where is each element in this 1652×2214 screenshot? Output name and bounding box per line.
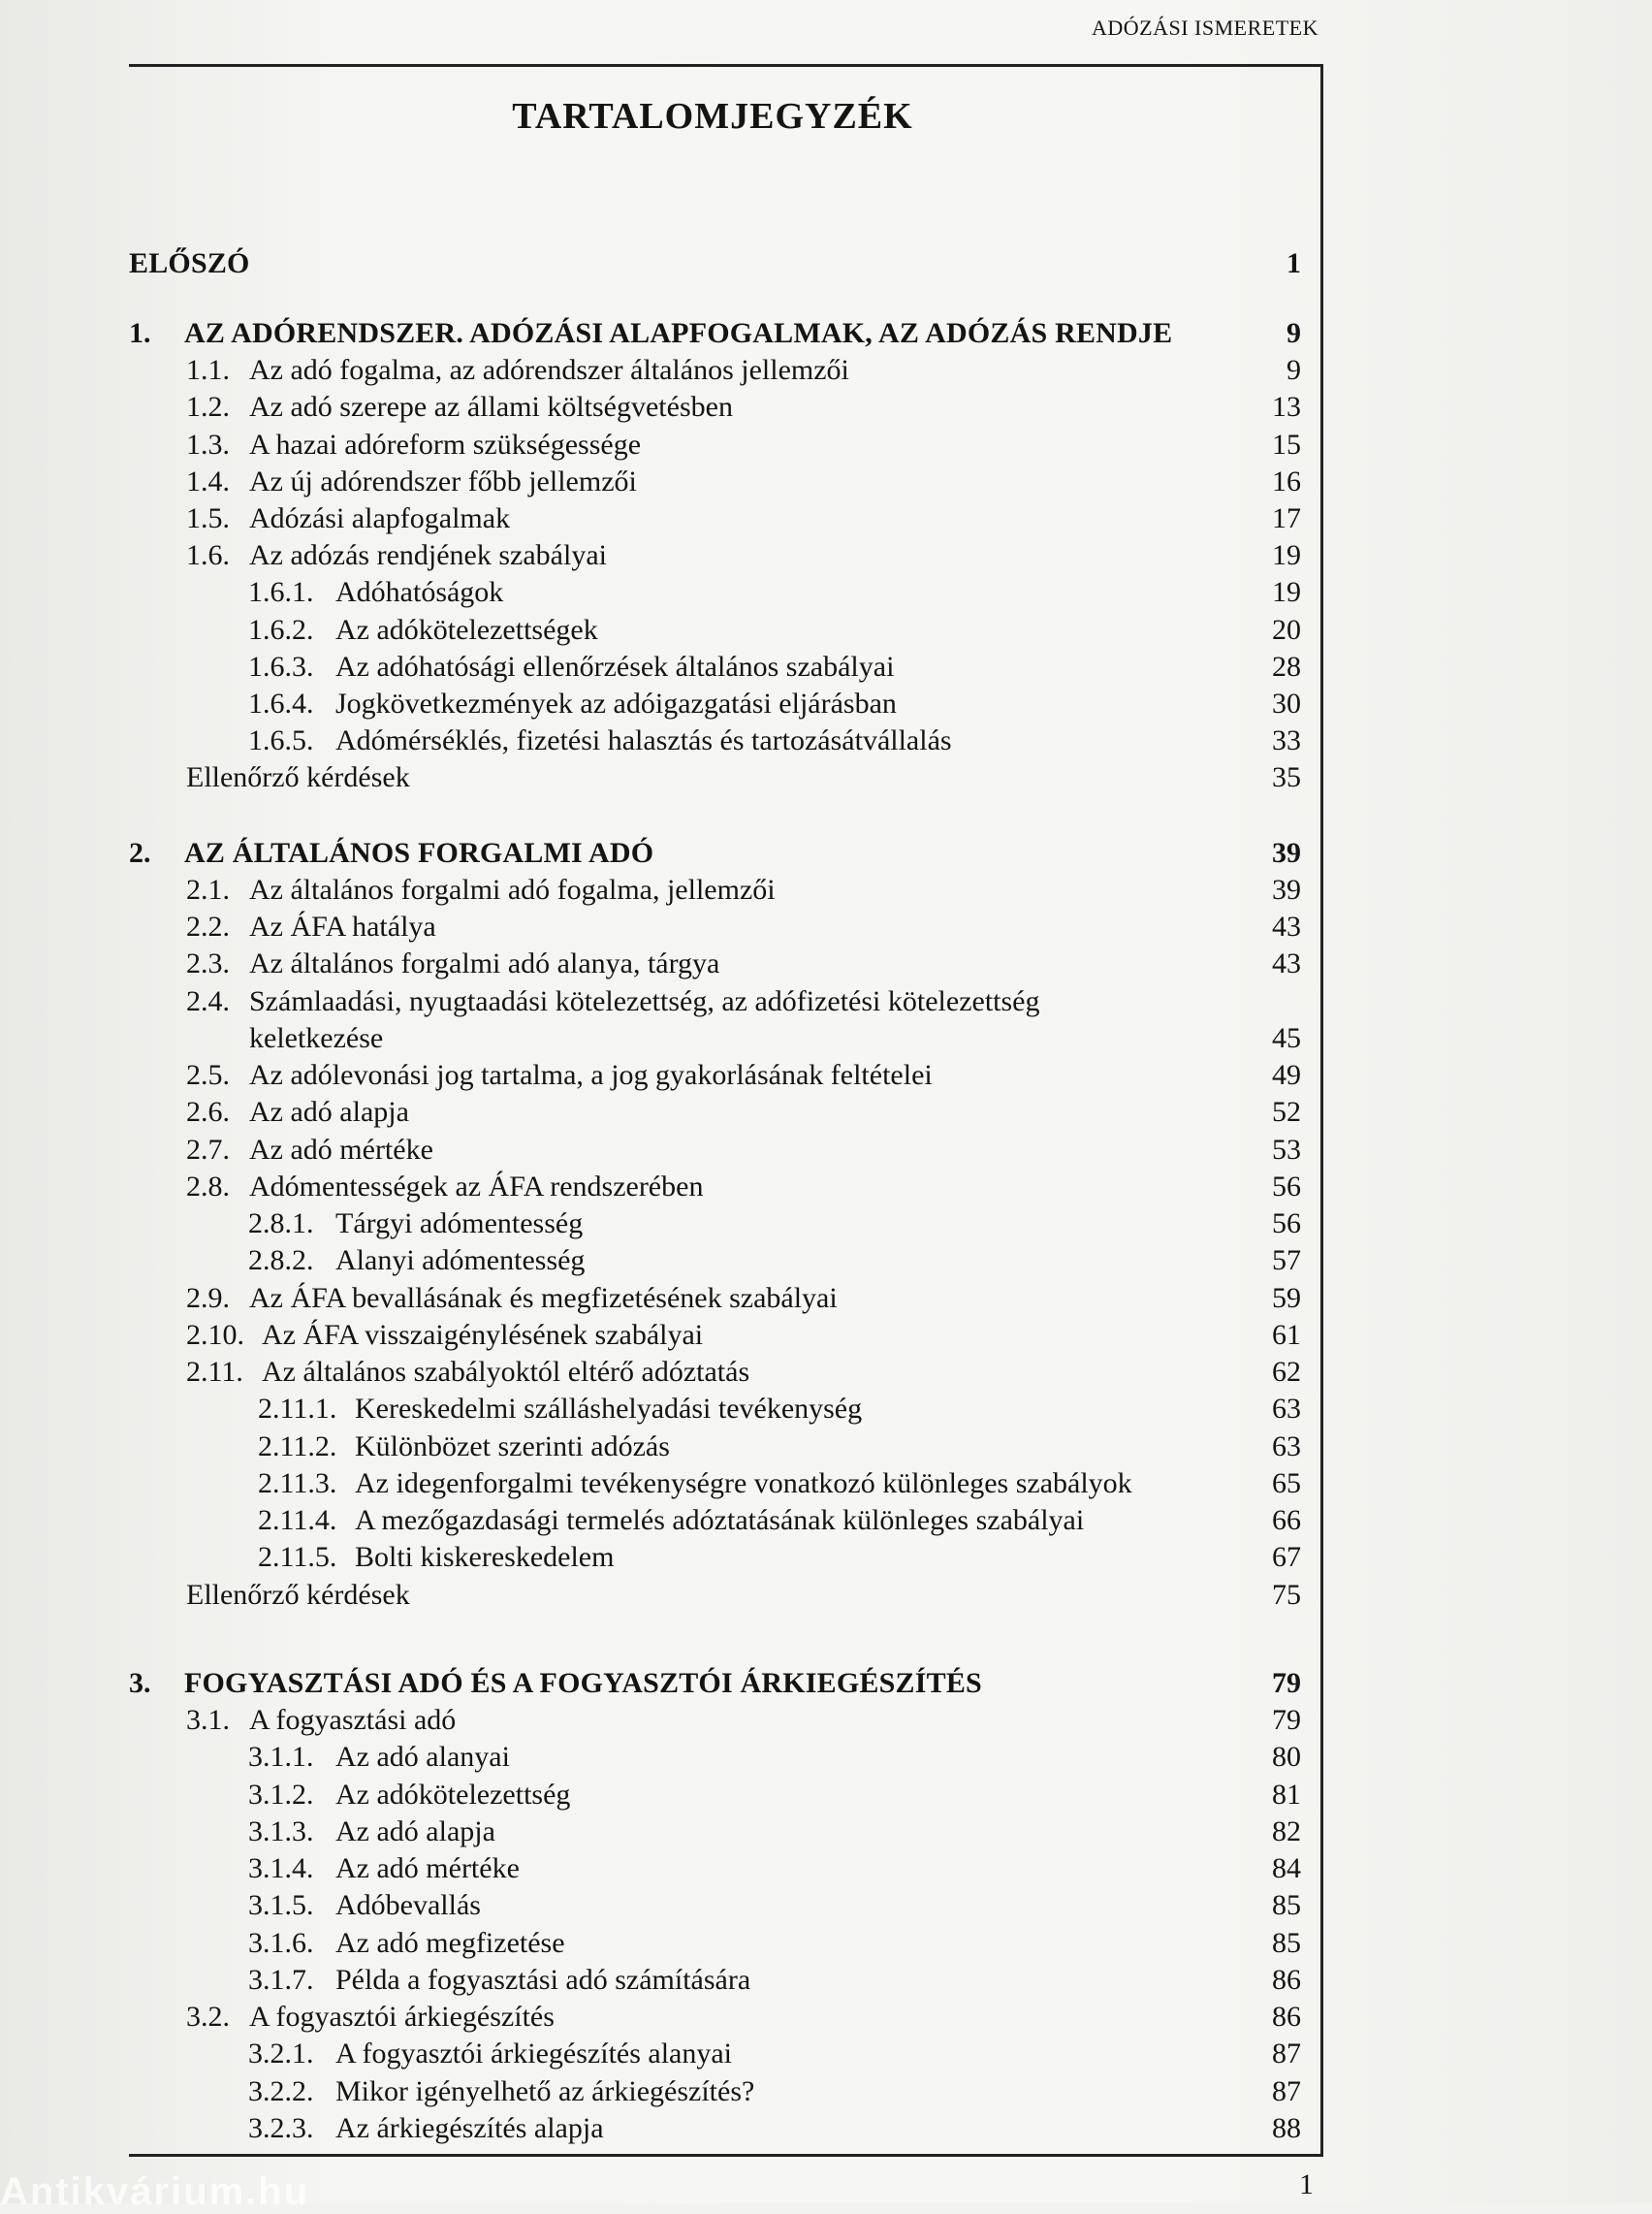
- toc-entry-page: 1: [1287, 247, 1301, 279]
- toc-entry-page: 82: [1272, 1815, 1301, 1847]
- toc-entry-row: [0, 1206, 1652, 1241]
- toc-entry-label: Az általános forgalmi adó alanya, tárgya: [249, 947, 720, 979]
- toc-entry-page: 57: [1272, 1244, 1301, 1276]
- toc-entry-number: 3.2.: [186, 2001, 230, 2033]
- toc-entry-label: Az adókötelezettség: [335, 1779, 571, 1811]
- toc-entry-label: Adózási alapfogalmak: [249, 502, 511, 534]
- toc-entry-row: [0, 2111, 1652, 2146]
- toc-entry-label: Az adó alapja: [249, 1096, 409, 1128]
- toc-entry-page: 49: [1272, 1059, 1301, 1091]
- toc-entry-label: Adómentességek az ÁFA rendszerében: [249, 1171, 704, 1203]
- toc-entry-label: Az új adórendszer főbb jellemzői: [249, 465, 637, 497]
- toc-entry-label: A fogyasztói árkiegészítés alanyai: [335, 2038, 733, 2070]
- toc-entry-page: 84: [1272, 1852, 1301, 1884]
- toc-entry-number: 3.1.6.: [248, 1927, 314, 1959]
- toc-entry-page: 87: [1272, 2075, 1301, 2107]
- toc-entry-label: Az adóhatósági ellenőrzések általános szabályai: [335, 651, 895, 683]
- toc-entry-number: 2.1.: [186, 874, 230, 906]
- toc-entry-page: 39: [1272, 874, 1301, 906]
- toc-entry-row: [0, 1429, 1652, 1464]
- toc-entry-number: 2.8.1.: [248, 1207, 314, 1239]
- toc-entry-label: A fogyasztói árkiegészítés: [249, 2001, 555, 2033]
- toc-entry-row: [0, 1281, 1652, 1316]
- toc-entry-row: [0, 2037, 1652, 2071]
- toc-entry-label: Az általános forgalmi adó fogalma, jellemzői: [249, 874, 776, 906]
- toc-entry-number: 3.2.1.: [248, 2038, 314, 2070]
- toc-entry-number: 2.4.: [186, 985, 230, 1017]
- toc-entry-number: 3.1.4.: [248, 1852, 314, 1884]
- toc-entry-number: 1.6.5.: [248, 724, 314, 756]
- toc-entry-label: Az adólevonási jog tartalma, a jog gyakorlásának feltételei: [249, 1059, 933, 1091]
- toc-entry-row: [0, 353, 1652, 388]
- toc-entry-row: [0, 1540, 1652, 1575]
- running-header: ADÓZÁSI ISMERETEK: [1092, 16, 1318, 40]
- toc-entry-number: 3.1.7.: [248, 1964, 314, 1996]
- toc-entry-label: Ellenőrző kérdések: [186, 1579, 410, 1611]
- toc-entry-row: [0, 2074, 1652, 2109]
- toc-entry-number: 3.1.2.: [248, 1779, 314, 1811]
- toc-entry-number: 2.11.2.: [258, 1430, 337, 1462]
- toc-entry-number: 1.: [129, 317, 151, 349]
- toc-entry-number: 2.10.: [186, 1319, 244, 1351]
- toc-entry-page: 63: [1272, 1430, 1301, 1462]
- toc-entry-number: 1.2.: [186, 391, 230, 423]
- toc-entry-page: 87: [1272, 2038, 1301, 2070]
- toc-entry-label: A mezőgazdasági termelés adóztatásának különleges szabályai: [355, 1504, 1085, 1536]
- toc-entry-label: Adóhatóságok: [335, 576, 504, 608]
- toc-chapter-row: [0, 316, 1652, 351]
- toc-entry-label: Az ÁFA visszaigénylésének szabályai: [262, 1319, 704, 1351]
- toc-entry-number: 2.11.3.: [258, 1467, 337, 1499]
- toc-chapter-row: [0, 1666, 1652, 1701]
- toc-entry-label: FOGYASZTÁSI ADÓ ÉS A FOGYASZTÓI ÁRKIEGÉSZÍTÉS: [184, 1667, 982, 1699]
- toc-entry-row: [0, 873, 1652, 908]
- toc-entry-number: 3.1.3.: [248, 1815, 314, 1847]
- toc-entry-page: 53: [1272, 1134, 1301, 1166]
- toc-entry-number: 2.2.: [186, 911, 230, 943]
- toc-entry-number: 2.11.: [186, 1356, 243, 1388]
- toc-entry-row: [0, 538, 1652, 573]
- toc-entry-page: 13: [1272, 391, 1301, 423]
- toc-entry-number: 3.1.1.: [248, 1741, 314, 1773]
- toc-entry-label: Az adózás rendjének szabályai: [249, 539, 607, 571]
- toc-entry-row: [0, 1926, 1652, 1961]
- toc-entry-row: [0, 1578, 1652, 1613]
- toc-entry-label: Adóbevallás: [335, 1889, 481, 1921]
- watermark-text: Antikvárium.hu: [0, 2170, 310, 2213]
- toc-entry-row: [0, 1963, 1652, 1998]
- toc-entry-page: 9: [1287, 354, 1301, 386]
- toc-entry-page: 59: [1272, 1282, 1301, 1314]
- toc-entry-page: 39: [1272, 837, 1301, 869]
- toc-entry-number: 3.2.2.: [248, 2075, 314, 2107]
- toc-entry-row: [0, 1778, 1652, 1813]
- toc-entry-row: [0, 760, 1652, 795]
- toc-entry-number: 2.: [129, 837, 151, 869]
- toc-entry-row: [0, 723, 1652, 758]
- toc-entry-row: [0, 1133, 1652, 1168]
- toc-entry-label: Az adókötelezettségek: [335, 614, 598, 646]
- toc-entry-row: [0, 687, 1652, 722]
- toc-entry-page: 63: [1272, 1393, 1301, 1425]
- toc-entry-row: [0, 1814, 1652, 1849]
- page-title: TARTALOMJEGYZÉK: [512, 96, 913, 137]
- toc-entry-row: [0, 1095, 1652, 1130]
- toc-entry-label: Mikor igényelhető az árkiegészítés?: [335, 2075, 755, 2107]
- toc-entry-page: 80: [1272, 1741, 1301, 1773]
- toc-entry-page: 66: [1272, 1504, 1301, 1536]
- toc-entry-number: 1.4.: [186, 465, 230, 497]
- toc-entry-number: 2.5.: [186, 1059, 230, 1091]
- toc-entry-number: 3.1.5.: [248, 1889, 314, 1921]
- toc-entry-page: 9: [1287, 317, 1301, 349]
- toc-chapter-row: [0, 836, 1652, 871]
- toc-entry-page: 86: [1272, 2001, 1301, 2033]
- toc-entry-number: 2.9.: [186, 1282, 230, 1314]
- toc-entry-row: [0, 501, 1652, 536]
- toc-entry-label: AZ ÁLTALÁNOS FORGALMI ADÓ: [184, 837, 654, 869]
- toc-entry-number: 1.6.2.: [248, 614, 314, 646]
- toc-entry-page: 15: [1272, 429, 1301, 461]
- toc-entry-label: keletkezése: [249, 1022, 384, 1054]
- toc-entry-label: Az adó fogalma, az adórendszer általános jellemzői: [249, 354, 849, 386]
- toc-entry-number: 2.7.: [186, 1134, 230, 1166]
- toc-entry-row: [0, 1466, 1652, 1501]
- toc-entry-row: [0, 613, 1652, 648]
- toc-entry-label: Az adó megfizetése: [335, 1927, 565, 1959]
- toc-entry-row: [0, 1243, 1652, 1278]
- toc-entry-page: 43: [1272, 947, 1301, 979]
- toc-entry-page: 81: [1272, 1779, 1301, 1811]
- toc-entry-row: [0, 910, 1652, 945]
- toc-entry-label: Ellenőrző kérdések: [186, 761, 410, 793]
- toc-entry-label: Példa a fogyasztási adó számítására: [335, 1964, 751, 1996]
- toc-entry-number: 3.2.3.: [248, 2112, 314, 2144]
- toc-entry-number: 1.1.: [186, 354, 230, 386]
- toc-entry-label: Az adó mértéke: [249, 1134, 433, 1166]
- toc-entry-label: Az adó alanyai: [335, 1741, 510, 1773]
- toc-entry-page: 35: [1272, 761, 1301, 793]
- toc-entry-page: 20: [1272, 614, 1301, 646]
- toc-entry-row: [0, 1503, 1652, 1538]
- toc-entry-label: Az ÁFA hatálya: [249, 911, 436, 943]
- toc-entry-label: Különbözet szerinti adózás: [355, 1430, 670, 1462]
- toc-entry-row: [0, 1703, 1652, 1738]
- toc-entry-page: 67: [1272, 1541, 1301, 1573]
- toc-entry-number: 2.11.1.: [258, 1393, 337, 1425]
- toc-entry-label: Bolti kiskereskedelem: [355, 1541, 615, 1573]
- toc-entry-page: 65: [1272, 1467, 1301, 1499]
- toc-entry-page: 19: [1272, 539, 1301, 571]
- toc-entry-row: [0, 465, 1652, 499]
- toc-entry-page: 43: [1272, 911, 1301, 943]
- toc-entry-number: 2.6.: [186, 1096, 230, 1128]
- toc-entry-page: 16: [1272, 465, 1301, 497]
- toc-entry-label: Az adó szerepe az állami költségvetésben: [249, 391, 733, 423]
- toc-entry-number: 1.6.4.: [248, 688, 314, 720]
- toc-entry-label: AZ ADÓRENDSZER. ADÓZÁSI ALAPFOGALMAK, AZ ADÓZÁS RENDJE: [184, 317, 1173, 349]
- toc-entry-number: 1.6.: [186, 539, 230, 571]
- toc-entry-row: [0, 947, 1652, 981]
- toc-entry-page: 56: [1272, 1171, 1301, 1203]
- toc-chapter-row: [0, 246, 1652, 281]
- toc-entry-page: 79: [1272, 1704, 1301, 1736]
- toc-entry-number: 1.3.: [186, 429, 230, 461]
- toc-entry-page: 85: [1272, 1927, 1301, 1959]
- toc-entry-page: 61: [1272, 1319, 1301, 1351]
- toc-entry-label: A fogyasztási adó: [249, 1704, 457, 1736]
- toc-entry-number: 1.6.3.: [248, 651, 314, 683]
- toc-entry-label: Az árkiegészítés alapja: [335, 2112, 604, 2144]
- toc-entry-page: 19: [1272, 576, 1301, 608]
- toc-entry-row: [0, 1740, 1652, 1775]
- toc-entry-row: [0, 2000, 1652, 2035]
- toc-entry-number: 2.11.4.: [258, 1504, 337, 1536]
- toc-entry-number: 2.11.5.: [258, 1541, 337, 1573]
- toc-entry-number: 2.8.2.: [248, 1244, 314, 1276]
- toc-entry-number: 1.5.: [186, 502, 230, 534]
- toc-entry-page: 62: [1272, 1356, 1301, 1388]
- toc-entry-label: Számlaadási, nyugtaadási kötelezettség, az adófizetési kötelezettség: [249, 985, 1040, 1017]
- toc-entry-row: [0, 1318, 1652, 1353]
- toc-entry-label: Tárgyi adómentesség: [335, 1207, 584, 1239]
- page-number: 1: [1299, 2168, 1314, 2200]
- toc-entry-page: 75: [1272, 1579, 1301, 1611]
- toc-entry-page: 79: [1272, 1667, 1301, 1699]
- toc-entry-page: 56: [1272, 1207, 1301, 1239]
- toc-entry-page: 28: [1272, 651, 1301, 683]
- toc-entry-page: 88: [1272, 2112, 1301, 2144]
- toc-entry-page: 30: [1272, 688, 1301, 720]
- toc-entry-label: Az ÁFA bevallásának és megfizetésének szabályai: [249, 1282, 838, 1314]
- toc-entry-row: [0, 984, 1652, 1019]
- toc-entry-label: Adómérséklés, fizetési halasztás és tartozásátvállalás: [335, 724, 952, 756]
- toc-entry-label: Az adó alapja: [335, 1815, 495, 1847]
- toc-entry-page: 17: [1272, 502, 1301, 534]
- toc-entry-label: ELŐSZÓ: [129, 247, 250, 279]
- toc-entry-page: 45: [1272, 1022, 1301, 1054]
- toc-entry-page: 33: [1272, 724, 1301, 756]
- toc-entry-row: [0, 1392, 1652, 1427]
- toc-entry-page: 85: [1272, 1889, 1301, 1921]
- toc-entry-number: 3.: [129, 1667, 151, 1699]
- toc-entry-label: Az adó mértéke: [335, 1852, 520, 1884]
- toc-entry-row: [0, 575, 1652, 610]
- toc-entry-row: [0, 1058, 1652, 1093]
- toc-entry-label: Kereskedelmi szálláshelyadási tevékenység: [355, 1393, 863, 1425]
- toc-entry-label: Az általános szabályoktól eltérő adóztatás: [262, 1356, 750, 1388]
- toc-entry-label: Az idegenforgalmi tevékenységre vonatkozó különleges szabályok: [355, 1467, 1132, 1499]
- toc-entry-number: 3.1.: [186, 1704, 230, 1736]
- toc-entry-row: [0, 1170, 1652, 1204]
- toc-entry-row: [0, 650, 1652, 685]
- toc-entry-row: [0, 1355, 1652, 1390]
- toc-entry-page: 52: [1272, 1096, 1301, 1128]
- toc-entry-page: 86: [1272, 1964, 1301, 1996]
- toc-entry-row: [0, 390, 1652, 425]
- toc-entry-label: Jogkövetkezmények az adóigazgatási eljárásban: [335, 688, 897, 720]
- toc-entry-number: 2.8.: [186, 1171, 230, 1203]
- toc-entry-label: Alanyi adómentesség: [335, 1244, 586, 1276]
- toc-entry-label: A hazai adóreform szükségessége: [249, 429, 642, 461]
- toc-entry-number: 2.3.: [186, 947, 230, 979]
- toc-entry-row: [0, 1888, 1652, 1923]
- toc-entry-number: 1.6.1.: [248, 576, 314, 608]
- toc-entry-row: [0, 1021, 1652, 1056]
- toc-entry-row: [0, 428, 1652, 463]
- toc-entry-row: [0, 1851, 1652, 1886]
